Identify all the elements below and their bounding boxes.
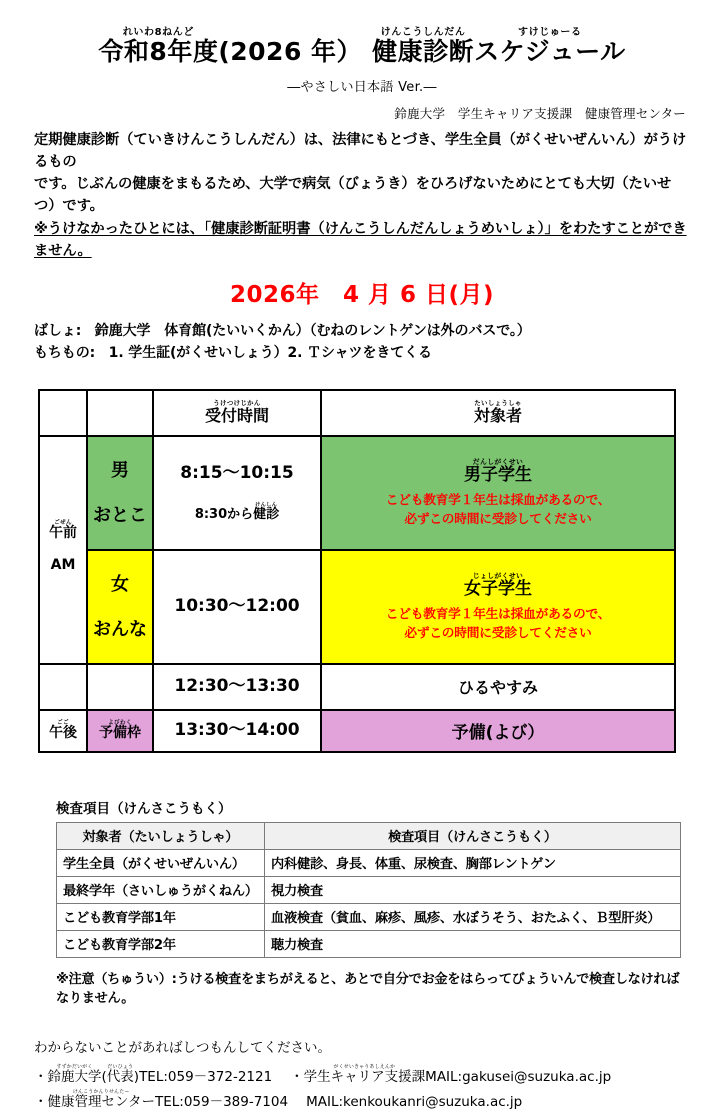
items-target-1: 最終学年（さいしゅうがくねん） <box>57 876 265 903</box>
target-note-female-2: 必ずこの時間に受診してください <box>404 624 592 640</box>
schedule-header-time: 受付時間うけつけじかん <box>153 390 321 436</box>
target-note-female-1: こども教育学１年生は採血があるので、 <box>385 605 611 621</box>
target-cell-male <box>321 436 675 550</box>
title-part-year: (2026 年） <box>218 37 363 66</box>
place-line <box>34 320 690 342</box>
items-table-wrapper <box>34 822 690 958</box>
schedule-table <box>38 389 676 753</box>
items-exam-3: 聴力検査 <box>265 930 681 957</box>
period-cell-am <box>39 436 87 664</box>
time-cell-reserve <box>153 710 321 752</box>
time-cell-female <box>153 550 321 664</box>
bring-label: もちもの: <box>34 345 96 362</box>
time-cell-lunch <box>153 664 321 710</box>
items-target-2: こども教育学部1年 <box>57 903 265 930</box>
title-part-kenkou: 健康診断けんこうしんだん <box>372 27 475 66</box>
schedule-row-female <box>39 550 675 664</box>
schedule-header-period <box>39 390 87 436</box>
target-cell-reserve: 予備(よび） <box>321 710 675 752</box>
contact-health-center-tel[interactable]: TEL:059－389-7104 <box>154 1093 289 1110</box>
items-exam-0: 内科健診、身長、体重、尿検査、胸部レントゲン <box>265 849 681 876</box>
title-part-schedule: スケジュールすけじゅーる <box>474 27 626 66</box>
sex-kana-male: おとこ <box>93 504 147 526</box>
intro-line-1: 定期健康診断（ていきけんこうしんだん）は、法律にもとづき、学生全員（がくせいぜんいん）がうけるもの <box>34 132 687 171</box>
sex-kanji-male: 男 <box>111 459 129 481</box>
items-header-exam: 検査項目（けんさこうもく） <box>265 822 681 849</box>
time-range-lunch: 12:30〜13:30 <box>174 675 300 696</box>
contact-university-tel[interactable]: TEL:059－372-2121 <box>139 1068 273 1085</box>
contact-career-office-name: 学生キャリア支援課がくせいきゃりあしえんか <box>303 1063 426 1085</box>
schedule-row-male <box>39 436 675 550</box>
period-label-gozen: 午前ごぜん <box>49 520 77 542</box>
footer-contact-block <box>34 1036 690 1114</box>
table-row <box>57 849 681 876</box>
page-subtitle: ―やさしい日本語 Ver.― <box>287 80 437 95</box>
sex-cell-male <box>87 436 153 550</box>
target-cell-female <box>321 550 675 664</box>
reserve-slot-label: 予備枠よびわく <box>99 719 141 741</box>
period-label-am: AM <box>50 556 76 573</box>
target-cell-lunch: ひるやすみ <box>321 664 675 710</box>
sex-kanji-female: 女 <box>111 573 129 595</box>
items-target-0: 学生全員（がくせいぜんいん） <box>57 849 265 876</box>
target-title-male: 男子学生だんしがくせい <box>464 457 532 485</box>
sex-kana-female: おんな <box>93 618 147 640</box>
sex-cell-lunch <box>87 664 153 710</box>
title-part-reiwa: 令和8年度れいわ8ねんど <box>98 27 219 66</box>
contact-university-name: 鈴鹿大学すずかだいがく <box>47 1063 102 1085</box>
items-header-row <box>57 822 681 849</box>
caution-note: ※注意（ちゅうい）:うける検査をまちがえると、あとで自分でお金をはらってびょういんで検査しなければなりません。 <box>56 971 680 1006</box>
bring-line <box>34 342 690 364</box>
sex-cell-reserve <box>87 710 153 752</box>
schedule-header-sex <box>87 390 153 436</box>
bullet-icon: ・ <box>34 1068 48 1085</box>
time-range-male: 8:15〜10:15 <box>180 462 294 483</box>
time-note-male: 8:30から健診けんしん <box>194 502 280 523</box>
contact-career-office-mail[interactable]: MAIL:gakusei@suzuka.ac.jp <box>425 1068 612 1085</box>
contact-health-center-mail[interactable]: MAIL:kenkoukanri@suzuka.ac.jp <box>306 1093 523 1110</box>
target-title-female: 女子学生じょしがくせい <box>464 571 532 599</box>
contact-row-2 <box>34 1089 690 1114</box>
bring-value: 1. 学生証(がくせいしょう）2. Ｔシャツをきてくる <box>108 345 432 362</box>
table-row <box>57 903 681 930</box>
place-value: 鈴鹿大学 体育館(たいいくかん）（むねのレントゲンは外のバスで。） <box>94 322 531 339</box>
table-row <box>57 930 681 957</box>
time-range-female: 10:30〜12:00 <box>174 595 300 616</box>
footer-question-line: わからないことがあればしつもんしてください。 <box>34 1039 331 1056</box>
items-table <box>56 822 681 958</box>
intro-paragraph <box>34 129 690 262</box>
period-label-gogo: 午後ごご <box>49 719 77 741</box>
bullet-icon: ・ <box>290 1068 304 1085</box>
date-heading: 2026年 4 月 6 日(月) <box>229 281 495 308</box>
items-header-target: 対象者（たいしょうしゃ） <box>57 822 265 849</box>
period-cell-pm <box>39 710 87 752</box>
target-note-male-1: こども教育学１年生は採血があるので、 <box>385 491 611 507</box>
intro-line-2: です。じぶんの健康をまもるため、大学で病気（びょうき）をひろげないためにとても大切（たいせつ）です。 <box>34 176 672 215</box>
sex-cell-female <box>87 550 153 664</box>
time-range-reserve: 13:30〜14:00 <box>174 719 300 740</box>
bullet-icon: ・ <box>34 1093 48 1110</box>
intro-line-3: ※うけなかったひとには、「健康診断証明書（けんこうしんだんしょうめいしょ）」をわたすことができません。 <box>34 220 687 259</box>
contact-health-center-name: 健康管理センターけんこうかんりせんたー <box>47 1088 155 1110</box>
contact-row-1: ・鈴鹿大学すずかだいがく(代表だいひょう)TEL:059－372-2121 ・学生キャリア支援課がくせいきゃりあしえんかMAIL:gakusei@suzuka.ac.jp <box>34 1063 612 1085</box>
schedule-table-wrapper <box>34 389 690 753</box>
target-note-male-2: 必ずこの時間に受診してください <box>404 510 592 526</box>
items-target-3: こども教育学部2年 <box>57 930 265 957</box>
page-title <box>34 0 690 66</box>
time-cell-male <box>153 436 321 550</box>
schedule-header-target: 対象者たいしょうしゃ <box>321 390 675 436</box>
schedule-row-reserve <box>39 710 675 752</box>
period-cell-lunch <box>39 664 87 710</box>
info-block <box>34 320 690 365</box>
items-exam-2: 血液検査（貧血、麻疹、風疹、水ぼうそう、おたふく、Ｂ型肝炎） <box>265 903 681 930</box>
schedule-row-lunch <box>39 664 675 710</box>
contact-representative-label: 代表だいひょう <box>106 1063 134 1085</box>
items-section-heading: 検査項目（けんさこうもく） <box>56 800 232 817</box>
schedule-header-row <box>39 390 675 436</box>
place-label: ばしょ: <box>34 322 82 339</box>
table-row <box>57 876 681 903</box>
issuer-line: 鈴鹿大学 学生キャリア支援課 健康管理センター <box>394 106 686 121</box>
items-exam-1: 視力検査 <box>265 876 681 903</box>
